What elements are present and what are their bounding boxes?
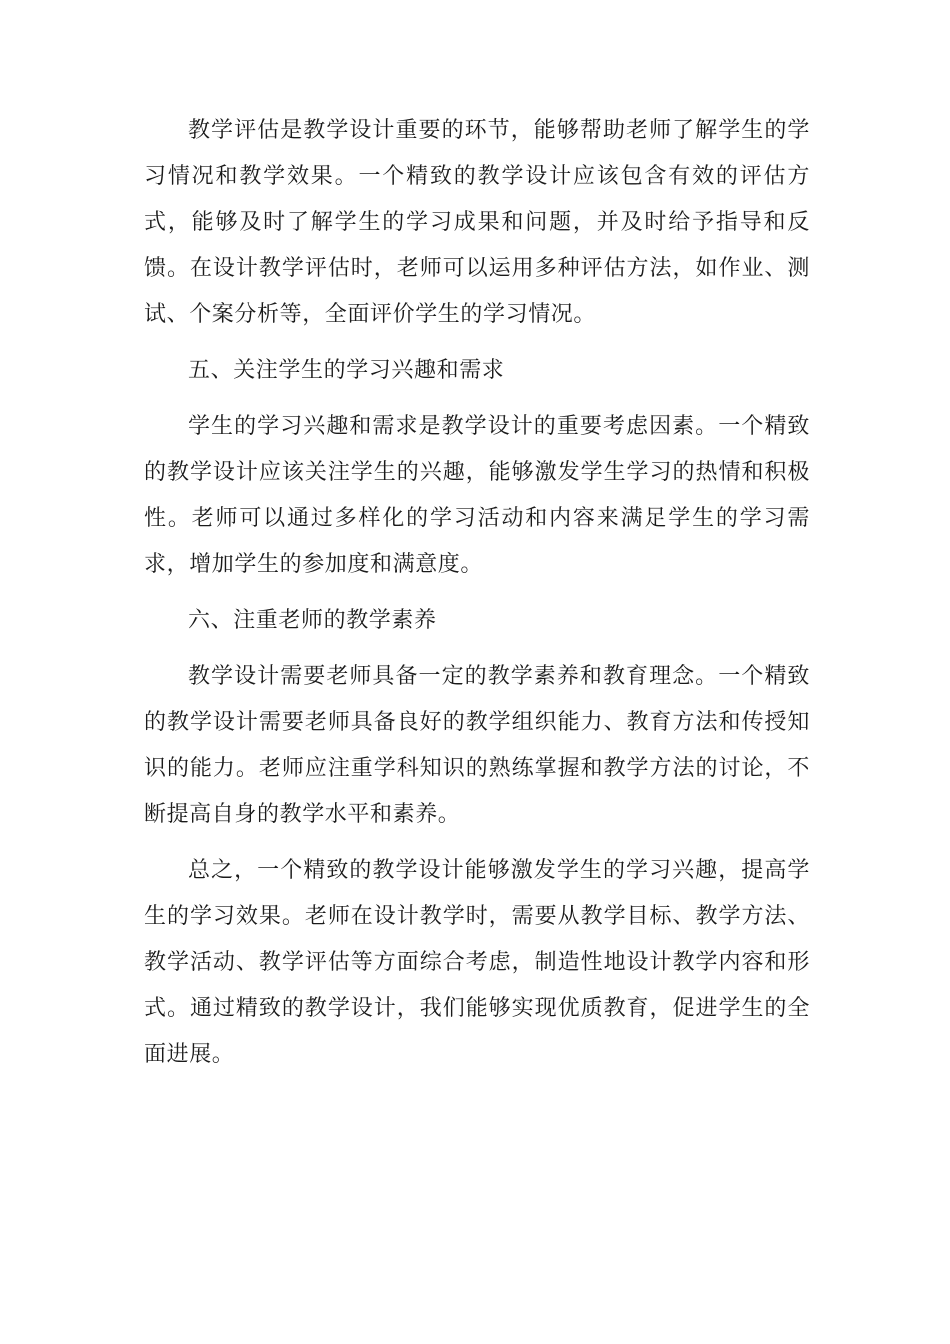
document-body <box>144 108 810 1088</box>
section-heading-six: 六、注重老师的教学素养 <box>188 608 437 633</box>
section-heading-five: 五、关注学生的学习兴趣和需求 <box>188 358 505 383</box>
paragraph-student-interest: 学生的学习兴趣和需求是教学设计的重要考虑因素。一个精致的教学设计应该关注学生的兴趣，能够激发学生学习的热情和积极性。老师可以通过多样化的学习活动和内容来满足学生的学习需求，增加学生的参加度和满意度。 <box>144 414 810 577</box>
paragraph-assessment: 教学评估是教学设计重要的环节，能够帮助老师了解学生的学习情况和教学效果。一个精致的教学设计应该包含有效的评估方式，能够及时了解学生的学习成果和问题，并及时给予指导和反馈。在设计教学评估时，老师可以运用多种评估方法，如作业、测试、个案分析等，全面评价学生的学习情况。 <box>144 118 810 327</box>
paragraph-teacher-literacy: 教学设计需要老师具备一定的教学素养和教育理念。一个精致的教学设计需要老师具备良好的教学组织能力、教育方法和传授知识的能力。老师应注重学科知识的熟练掌握和教学方法的讨论，不断提高自身的教学水平和素养。 <box>144 664 810 827</box>
paragraph-conclusion: 总之，一个精致的教学设计能够激发学生的学习兴趣，提高学生的学习效果。老师在设计教学时，需要从教学目标、教学方法、教学活动、教学评估等方面综合考虑，制造性地设计教学内容和形式。通过精致的教学设计，我们能够实现优质教育，促进学生的全面进展。 <box>144 858 810 1067</box>
